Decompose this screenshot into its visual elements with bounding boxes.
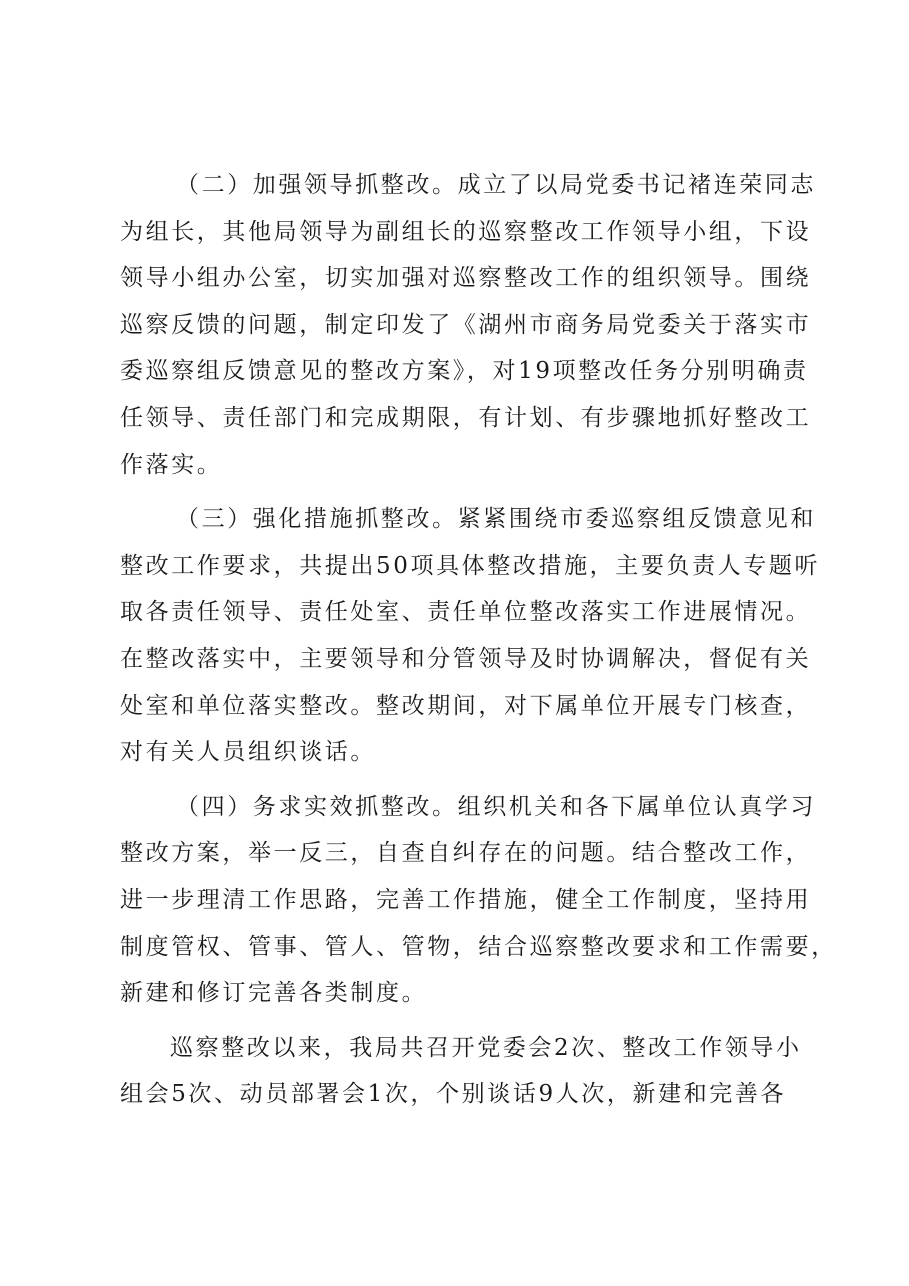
paragraph-line: 取各责任领导、责任处室、责任单位整改落实工作进展情况。 [120, 599, 812, 626]
paragraph-line: 委巡察组反馈意见的整改方案》，对19项整改任务分别明确责 [120, 358, 809, 385]
paragraph-line: 整改方案，举一反三，自查自纠存在的问题。结合整改工作， [120, 840, 812, 867]
paragraph-summary [120, 1025, 810, 1118]
paragraph-line: 巡察整改以来，我局共召开党委会2次、整改工作领导小 [170, 1034, 802, 1061]
paragraph-line: 整改工作要求，共提出50项具体整改措施，主要负责人专题听 [120, 552, 821, 579]
paragraph-line: 巡察反馈的问题，制定印发了《湖州市商务局党委关于落实市 [120, 311, 812, 338]
paragraph-line: 任领导、责任部门和完成期限，有计划、有步骤地抓好整改工 [120, 404, 812, 431]
paragraph-line: 对有关人员组织谈话。 [120, 739, 376, 766]
paragraph-line: 为组长，其他局领导为副组长的巡察整改工作领导小组，下设 [120, 218, 812, 245]
paragraph-line: 领导小组办公室，切实加强对巡察整改工作的组织领导。围绕 [120, 265, 812, 292]
paragraph-line: 制度管权、管事、管人、管物，结合巡察整改要求和工作需要， [120, 933, 837, 960]
paragraph-line: 在整改落实中，主要领导和分管领导及时协调解决，督促有关 [120, 645, 812, 672]
paragraph-strengthen-leadership [120, 162, 816, 488]
paragraph-line: 组会5次、动员部署会1次，个别谈话9人次，新建和完善各 [120, 1081, 787, 1108]
paragraph-line: 新建和修订完善各类制度。 [120, 980, 428, 1007]
paragraph-seek-results [120, 784, 837, 1017]
paragraph-line: 进一步理清工作思路，完善工作措施，健全工作制度，坚持用 [120, 886, 812, 913]
paragraph-line: （三）强化措施抓整改。紧紧围绕市委巡察组反馈意见和 [176, 506, 816, 533]
document-body [120, 162, 837, 1126]
paragraph-strengthen-measures [120, 496, 821, 776]
paragraph-line: （二）加强领导抓整改。成立了以局党委书记褚连荣同志 [176, 172, 816, 198]
paragraph-line: 作落实。 [120, 451, 223, 478]
paragraph-line: 处室和单位落实整改。整改期间，对下属单位开展专门核查， [120, 692, 812, 719]
paragraph-line: （四）务求实效抓整改。组织机关和各下属单位认真学习 [176, 793, 816, 820]
